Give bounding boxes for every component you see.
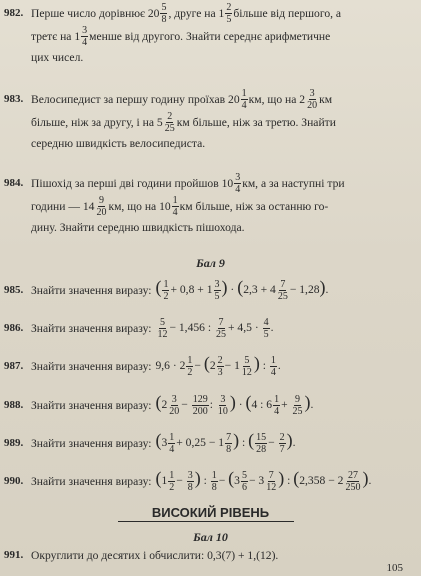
exercise-987	[4, 350, 281, 382]
fraction: $\frac{3}{4}$	[235, 172, 241, 195]
section-heading-bal-9: Бал 9	[196, 256, 225, 270]
fraction: $\frac{3}{20}$	[307, 88, 318, 111]
problem-text: Перше число дорівнює 20	[31, 7, 160, 20]
problem-text: км більше, ніж за останню го-	[179, 200, 329, 213]
exercise-label: Знайти значення виразу:	[31, 283, 152, 297]
problem-text: км, що на 10	[108, 200, 171, 213]
exercise-label: Знайти значення виразу:	[31, 474, 152, 488]
exercise-number: 989.	[4, 437, 24, 449]
problem-number: 982.	[4, 7, 24, 19]
exercise-990	[4, 464, 371, 498]
fraction: $\frac{3}{4}$	[82, 25, 88, 48]
exercise-label: Знайти значення виразу:	[31, 398, 152, 412]
section-divider	[118, 521, 294, 522]
problem-text: км	[319, 93, 333, 106]
problem-number: 984.	[4, 177, 24, 189]
exercise-985	[4, 274, 328, 306]
problem-text: дину. Знайти середню швидкість пішохода.	[31, 220, 245, 234]
problem-text: середню швидкість велосипедиста.	[31, 136, 206, 150]
exercise-number: 985.	[4, 284, 24, 296]
problem-text: години — 14	[31, 200, 95, 213]
section-heading-bal-10: Бал 10	[193, 530, 228, 544]
problem-text: Пішохід за перші дві години пройшов 10	[31, 177, 234, 190]
fraction: $\frac{5}{8}$	[161, 2, 167, 25]
exercise-number: 990.	[4, 475, 24, 487]
exercise-label: Знайти значення виразу:	[31, 321, 152, 335]
exercise-988	[4, 389, 313, 421]
exercise-number: 988.	[4, 399, 24, 411]
problem-text: цих чисел.	[31, 50, 84, 64]
exercise-number: 986.	[4, 322, 24, 334]
fraction: $\frac{2}{5}$	[226, 2, 232, 25]
exercise-986	[4, 312, 274, 344]
exercise-text: Округлити до десятих і обчислити: 0,3(7) + 1,(12).	[31, 548, 279, 562]
problem-number: 983.	[4, 93, 24, 105]
page-number: 105	[386, 562, 403, 574]
math-expression: ( $\frac{1}{2}$ + 0,8 + 1 $\frac{3}{5}$ ) · (2,3 + 4 $\frac{7}{25}$ − 1,28).	[155, 277, 329, 302]
exercise-991	[4, 547, 278, 563]
problem-text: км, що на 2	[248, 93, 306, 106]
fraction: $\frac{1}{4}$	[172, 195, 178, 218]
problem-text: км більше, ніж за третю. Знайти	[176, 116, 336, 129]
math-expression: (2 $\frac{3}{20}$ − $\frac{129}{200}$ : $\frac{3}{10}$ ) · (4 : 6 $\frac{1}{4}$ + $\frac{9}{25}$ ).	[155, 392, 314, 417]
math-expression: 9,6 · 2 $\frac{1}{2}$ − (2 $\frac{2}{3}$ − 1 $\frac{5}{12}$ ) : $\frac{1}{4}$ .	[155, 353, 281, 378]
problem-text: менше від другого. Знайти середнє арифметичне	[89, 30, 331, 43]
problem-text: , друге на 1	[168, 7, 225, 20]
problem-text: третє на 1	[31, 30, 81, 43]
fraction: $\frac{1}{4}$	[241, 88, 247, 111]
math-expression: $\frac{5}{12}$ − 1,456 : $\frac{7}{25}$ + 4,5 · $\frac{4}{5}$ .	[157, 316, 274, 340]
section-heading-high-level: ВИСОКИЙ РІВЕНЬ	[151, 505, 270, 520]
problem-text: км, а за наступні три	[242, 177, 345, 190]
problem-text: більше, ніж за другу, і на 5	[31, 116, 163, 129]
fraction: $\frac{2}{25}$	[164, 111, 175, 134]
math-expression: (3 $\frac{1}{4}$ + 0,25 − 1 $\frac{7}{8}$ ) : ( $\frac{15}{28}$ − $\frac{2}{7}$ ).	[155, 430, 296, 455]
math-expression: (1 $\frac{1}{2}$ − $\frac{3}{8}$ ) : $\frac{1}{8}$ − (3 $\frac{5}{6}$ − 3 $\frac{7}{12}$ ) : (2,358 − 2 $\frac{27}{250}$ ).	[155, 468, 372, 493]
exercise-label: Знайти значення виразу:	[31, 359, 152, 373]
fraction: $\frac{9}{20}$	[96, 195, 107, 218]
exercise-989	[4, 427, 295, 459]
exercise-number: 991.	[4, 549, 24, 561]
exercise-number: 987.	[4, 360, 24, 372]
problem-text: Велосипедист за першу годину проїхав 20	[31, 93, 240, 106]
exercise-label: Знайти значення виразу:	[31, 436, 152, 450]
problem-text: більше від першого, а	[233, 7, 342, 20]
